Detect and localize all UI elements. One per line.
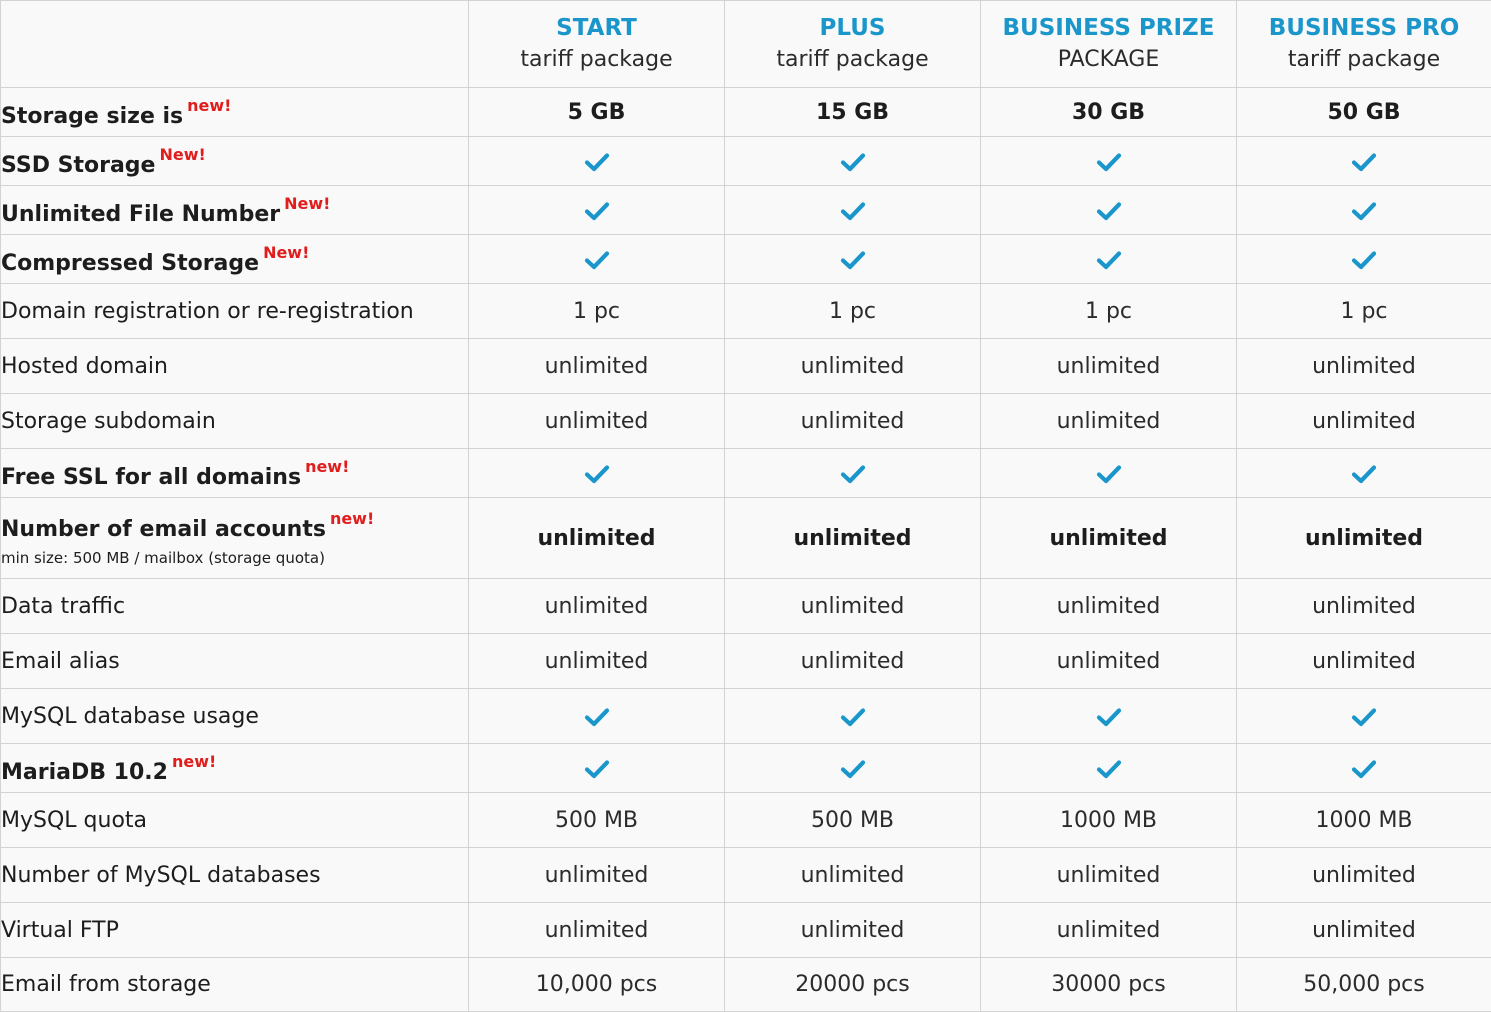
feature-cell	[1, 186, 469, 235]
feature-label: Virtual FTP	[1, 917, 119, 943]
feature-row	[1, 958, 1491, 1012]
plan-value: unlimited	[725, 579, 981, 634]
plan-value: unlimited	[725, 339, 981, 394]
checkmark-icon	[840, 464, 866, 484]
checkmark-icon	[1351, 201, 1377, 221]
plan-value: 1 pc	[725, 284, 981, 339]
checkmark-icon	[1096, 152, 1122, 172]
checkmark-icon	[1096, 464, 1122, 484]
plan-value: 30000 pcs	[981, 958, 1237, 1012]
plan-value: unlimited	[1237, 848, 1491, 903]
feature-label: Domain registration or re-registration	[1, 298, 414, 324]
feature-row	[1, 903, 1491, 958]
feature-row	[1, 339, 1491, 394]
feature-cell	[1, 744, 469, 793]
feature-cell	[1, 449, 469, 498]
plan-header-business-pro	[1237, 1, 1491, 88]
feature-row	[1, 848, 1491, 903]
included-cell	[469, 449, 725, 498]
included-cell	[981, 186, 1237, 235]
plan-value: 1000 MB	[1237, 793, 1491, 848]
plan-value: unlimited	[1237, 394, 1491, 449]
plan-value: unlimited	[981, 394, 1237, 449]
plan-value: 1000 MB	[981, 793, 1237, 848]
plan-value: unlimited	[981, 634, 1237, 689]
plan-value: unlimited	[981, 579, 1237, 634]
feature-cell	[1, 394, 469, 449]
included-cell	[1237, 186, 1491, 235]
checkmark-icon	[840, 201, 866, 221]
feature-label: Hosted domain	[1, 353, 168, 379]
feature-row	[1, 449, 1491, 498]
feature-row	[1, 744, 1491, 793]
plan-value: 5 GB	[469, 88, 725, 137]
plan-value: 1 pc	[981, 284, 1237, 339]
included-cell	[725, 137, 981, 186]
plan-value: 10,000 pcs	[469, 958, 725, 1012]
feature-cell	[1, 235, 469, 284]
included-cell	[981, 235, 1237, 284]
checkmark-icon	[1096, 250, 1122, 270]
plan-header-business-prize	[981, 1, 1237, 88]
plan-header-start	[469, 1, 725, 88]
included-cell	[1237, 744, 1491, 793]
plan-value: unlimited	[469, 634, 725, 689]
plan-value: unlimited	[469, 339, 725, 394]
included-cell	[981, 137, 1237, 186]
feature-cell	[1, 848, 469, 903]
feature-row	[1, 634, 1491, 689]
new-badge: New!	[263, 242, 310, 262]
feature-row	[1, 137, 1491, 186]
included-cell	[981, 744, 1237, 793]
checkmark-icon	[1096, 707, 1122, 727]
plan-value: unlimited	[1237, 903, 1491, 958]
feature-rows	[1, 88, 1491, 1012]
plan-value: 50 GB	[1237, 88, 1491, 137]
checkmark-icon	[584, 152, 610, 172]
checkmark-icon	[584, 759, 610, 779]
checkmark-icon	[1351, 464, 1377, 484]
checkmark-icon	[1351, 250, 1377, 270]
included-cell	[725, 186, 981, 235]
feature-cell	[1, 689, 469, 744]
plan-value: unlimited	[1237, 579, 1491, 634]
plan-value: 1 pc	[1237, 284, 1491, 339]
feature-label: MariaDB 10.2	[1, 759, 168, 785]
plan-value: unlimited	[981, 903, 1237, 958]
feature-cell	[1, 339, 469, 394]
included-cell	[725, 235, 981, 284]
feature-label: Compressed Storage	[1, 250, 260, 276]
new-badge: New!	[284, 193, 331, 213]
included-cell	[981, 449, 1237, 498]
included-cell	[469, 744, 725, 793]
included-cell	[1237, 449, 1491, 498]
plan-value: unlimited	[1237, 634, 1491, 689]
feature-cell	[1, 88, 469, 137]
feature-label: Unlimited File Number	[1, 201, 281, 227]
plan-value: unlimited	[981, 498, 1237, 579]
checkmark-icon	[1351, 759, 1377, 779]
checkmark-icon	[840, 707, 866, 727]
included-cell	[725, 744, 981, 793]
feature-cell	[1, 634, 469, 689]
plan-value: unlimited	[981, 339, 1237, 394]
plan-subtitle: tariff package	[1287, 47, 1441, 72]
new-badge: new!	[187, 95, 232, 115]
feature-cell	[1, 498, 469, 579]
plan-value: 30 GB	[981, 88, 1237, 137]
checkmark-icon	[1096, 759, 1122, 779]
included-cell	[469, 137, 725, 186]
included-cell	[725, 449, 981, 498]
plan-value: unlimited	[469, 848, 725, 903]
plan-value: 500 MB	[469, 793, 725, 848]
plan-value: unlimited	[725, 903, 981, 958]
checkmark-icon	[1351, 152, 1377, 172]
new-badge: new!	[171, 751, 217, 771]
new-badge: new!	[329, 508, 375, 528]
feature-label: Number of MySQL databases	[1, 862, 321, 888]
feature-row	[1, 394, 1491, 449]
feature-cell	[1, 137, 469, 186]
feature-label: Data traffic	[1, 593, 126, 619]
feature-row	[1, 284, 1491, 339]
feature-cell	[1, 793, 469, 848]
new-badge: New!	[159, 144, 206, 164]
included-cell	[469, 235, 725, 284]
plan-value: 500 MB	[725, 793, 981, 848]
plan-value: 50,000 pcs	[1237, 958, 1491, 1012]
plan-value: 1 pc	[469, 284, 725, 339]
plan-value: unlimited	[725, 394, 981, 449]
feature-row	[1, 793, 1491, 848]
plan-value: unlimited	[469, 579, 725, 634]
included-cell	[1237, 689, 1491, 744]
included-cell	[1237, 137, 1491, 186]
feature-cell	[1, 903, 469, 958]
plan-value: unlimited	[981, 848, 1237, 903]
plan-subtitle: tariff package	[520, 47, 673, 72]
plan-name: START	[556, 15, 637, 41]
checkmark-icon	[1351, 707, 1377, 727]
plan-subtitle: PACKAGE	[1057, 47, 1160, 72]
checkmark-icon	[584, 707, 610, 727]
feature-label: SSD Storage	[1, 152, 156, 178]
plan-name: PLUS	[819, 15, 886, 41]
plan-value: 15 GB	[725, 88, 981, 137]
checkmark-icon	[584, 250, 610, 270]
checkmark-icon	[584, 464, 610, 484]
plan-value: unlimited	[1237, 339, 1491, 394]
plan-value: unlimited	[725, 634, 981, 689]
feature-cell	[1, 958, 469, 1012]
plan-value: unlimited	[725, 498, 981, 579]
plan-value: unlimited	[1237, 498, 1491, 579]
feature-cell	[1, 579, 469, 634]
feature-label: Number of email accounts	[1, 516, 326, 542]
feature-label: Storage size is	[1, 103, 184, 129]
checkmark-icon	[584, 201, 610, 221]
feature-row	[1, 235, 1491, 284]
feature-label: MySQL database usage	[1, 703, 259, 729]
checkmark-icon	[840, 250, 866, 270]
feature-row	[1, 498, 1491, 579]
plan-value: unlimited	[469, 394, 725, 449]
feature-label: Free SSL for all domains	[1, 464, 302, 490]
checkmark-icon	[1096, 201, 1122, 221]
included-cell	[725, 689, 981, 744]
feature-row	[1, 689, 1491, 744]
plan-value: unlimited	[469, 903, 725, 958]
plan-name: BUSINESS PRO	[1268, 15, 1460, 41]
checkmark-icon	[840, 759, 866, 779]
feature-row	[1, 88, 1491, 137]
new-badge: new!	[305, 456, 350, 476]
included-cell	[981, 689, 1237, 744]
checkmark-icon	[840, 152, 866, 172]
plan-value: unlimited	[469, 498, 725, 579]
plan-value: unlimited	[725, 848, 981, 903]
feature-row	[1, 579, 1491, 634]
plan-value: 20000 pcs	[725, 958, 981, 1012]
included-cell	[469, 689, 725, 744]
feature-label: MySQL quota	[1, 807, 148, 833]
plan-subtitle: tariff package	[776, 47, 929, 72]
plan-header-row	[1, 1, 1491, 88]
feature-cell	[1, 284, 469, 339]
included-cell	[469, 186, 725, 235]
feature-label: Email alias	[1, 648, 120, 674]
feature-row	[1, 186, 1491, 235]
plan-header-plus	[725, 1, 981, 88]
feature-label: Email from storage	[1, 972, 211, 997]
feature-label: Storage subdomain	[1, 408, 216, 434]
included-cell	[1237, 235, 1491, 284]
feature-header-cell	[1, 1, 469, 88]
plan-name: BUSINESS PRIZE	[1002, 15, 1215, 41]
feature-sublabel: min size: 500 MB / mailbox (storage quota)	[1, 548, 325, 567]
